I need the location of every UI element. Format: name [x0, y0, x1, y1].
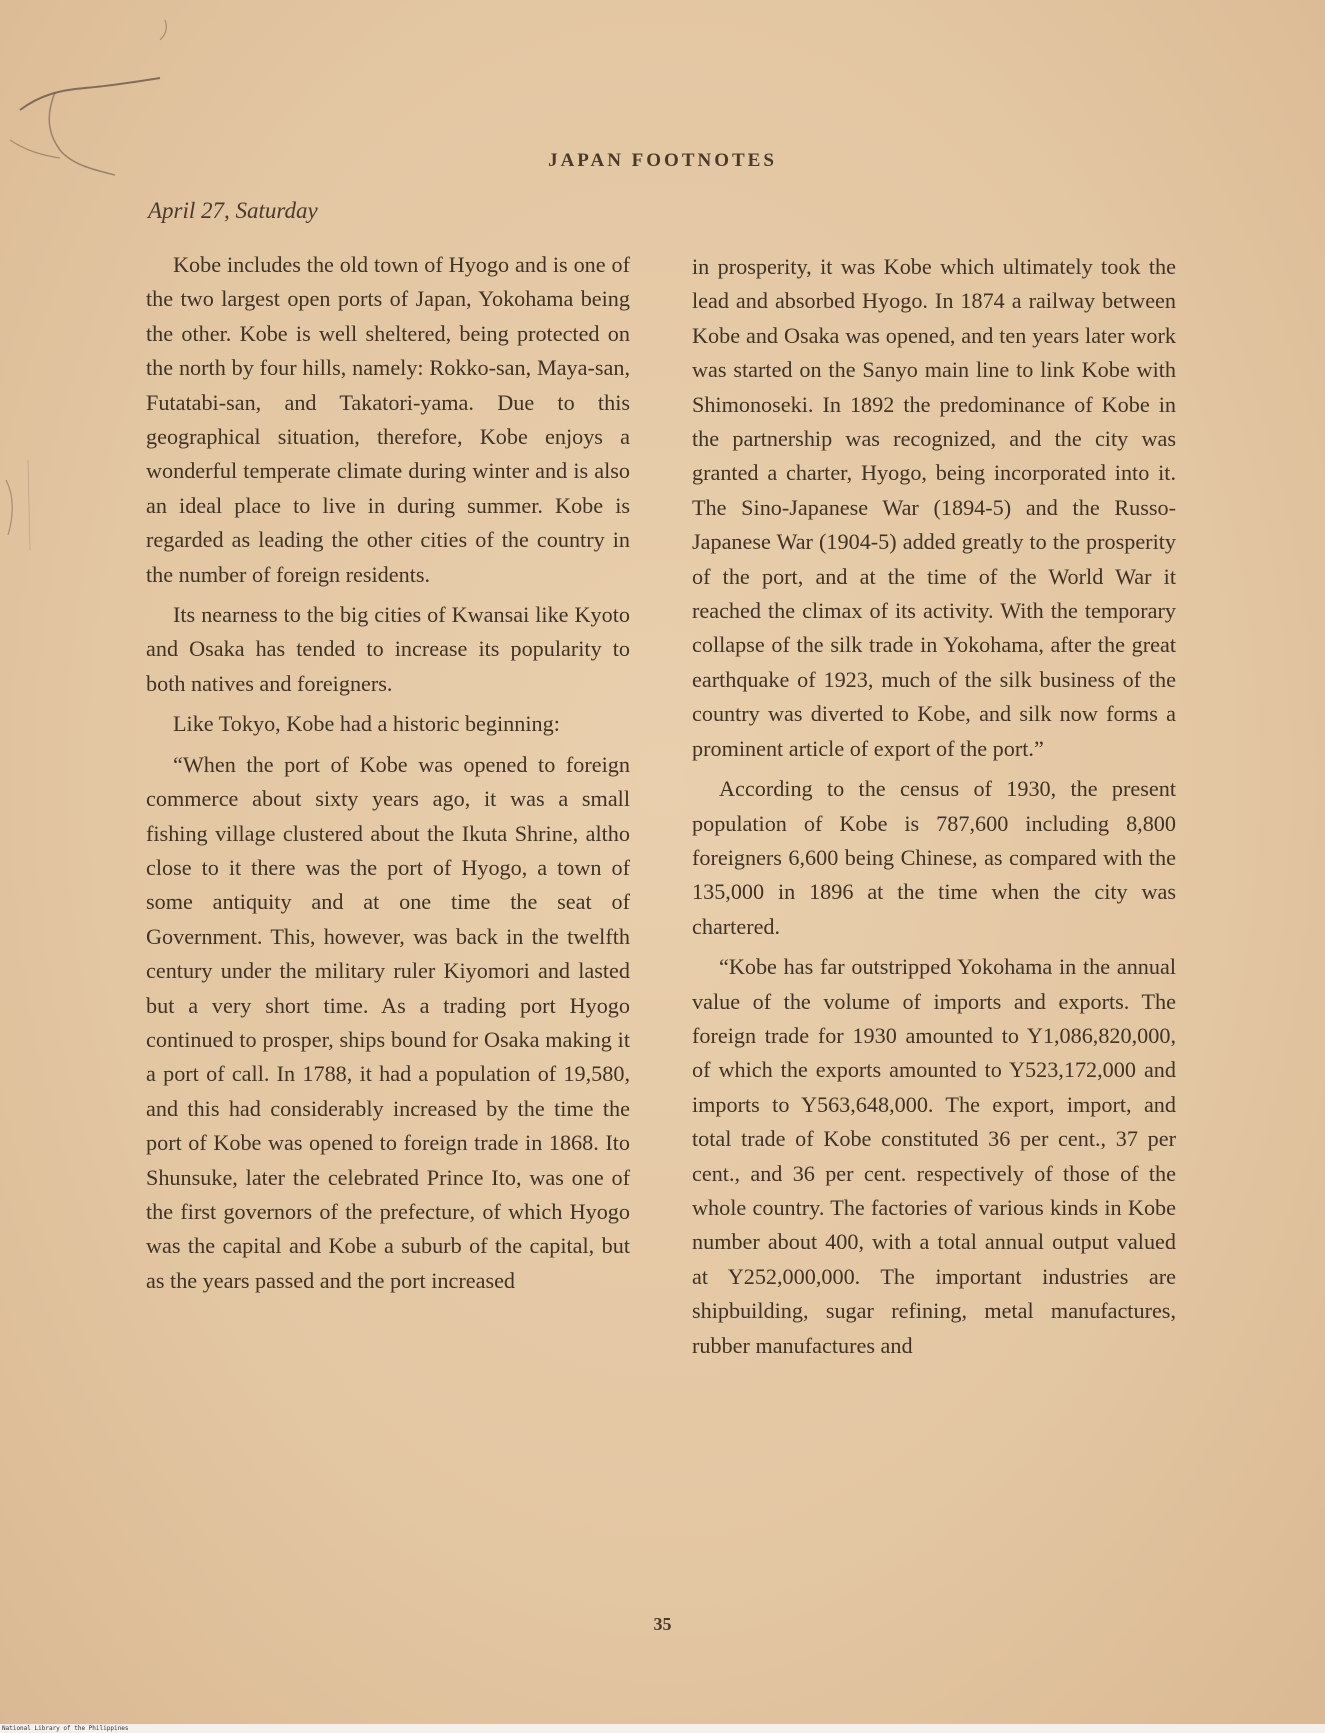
paragraph: Like Tokyo, Kobe had a historic beginning:	[173, 711, 560, 737]
paragraph: Its nearness to the big cities of Kwansai like Kyoto and Osaka has tended to increase its popularity to both natives and foreigners.	[146, 602, 630, 696]
margin-mark-decoration	[0, 440, 40, 580]
scan-credit: National Library of the Philippines	[2, 1725, 129, 1732]
right-text-column	[692, 250, 1176, 1369]
paragraph: “Kobe has far outstripped Yokohama in the annual value of the volume of imports and exports. The foreign trade for 1930 amounted to Y1,086,820,000, of which the exports amounted to Y523,172,000 and imports to Y563,648,000. The export, import, and total trade of Kobe constituted 36 per cent., 37 per cent., and 36 per cent. respectively of those of the whole country. The factories of various kinds in Kobe number about 400, with a total annual output valued at Y252,000,000. The important industries are shipbuilding, sugar refining, metal manufactures, rubber manufactures and	[692, 954, 1176, 1358]
scan-footer-strip	[0, 1724, 1325, 1733]
page-number: 35	[653, 1614, 672, 1634]
paragraph: Kobe includes the old town of Hyogo and is one of the two largest open ports of Japan, Yokohama being the other. Kobe is well sheltered, being protected on the north by four hills, namely: Rokko-san, Maya-san, Futatabi-san, and Takatori-yama. Due to this geographical situation, therefore, Kobe enjoys a wonderful temperate climate during winter and is also an ideal place to live in during summer. Kobe is regarded as leading the other cities of the country in the number of foreign residents.	[146, 252, 630, 587]
paragraph: “When the port of Kobe was opened to foreign commerce about sixty years ago, it was a small fishing village clustered about the Ikuta Shrine, altho close to it there was the port of Hyogo, a town of some antiquity and at one time the seat of Government. This, however, was back in the twelfth century under the military ruler Kiyomori and lasted but a very short time. As a trading port Hyogo continued to prosper, ships bound for Osaka making it a port of call. In 1788, it had a population of 19,580, and this had considerably increased by the time the port of Kobe was opened to foreign trade in 1868. Ito Shunsuke, later the celebrated Prince Ito, was one of the first governors of the prefecture, of which Hyogo was the capital and Kobe a suburb of the capital, but as the years passed and the port increased	[146, 751, 630, 1293]
left-text-column	[146, 248, 630, 1304]
paragraph: According to the census of 1930, the present population of Kobe is 787,600 including 8,800 foreigners 6,600 being Chinese, as compared with the 135,000 in 1896 at the time when the city was chartered.	[692, 776, 1176, 939]
running-header: JAPAN FOOTNOTES	[548, 150, 777, 171]
entry-date: April 27, Saturday	[148, 198, 318, 223]
paragraph-continuation: in prosperity, it was Kobe which ultimately took the lead and absorbed Hyogo. In 1874 a railway between Kobe and Osaka was opened, and ten years later work was started on the Sanyo main line to link Kobe with Shimonoseki. In 1892 the predominance of Kobe in the partnership was recognized, and the city was granted a charter, Hyogo, being incorporated into it. The Sino-Japanese War (1894-5) and the Russo-Japanese War (1904-5) added greatly to the prosperity of the port, and at the time of the World War it reached the climax of its activity. With the temporary collapse of the silk trade in Yokohama, after the great earthquake of 1923, much of the silk business of the country was diverted to Kobe, and silk now forms a prominent article of export of the port.”	[692, 254, 1176, 761]
